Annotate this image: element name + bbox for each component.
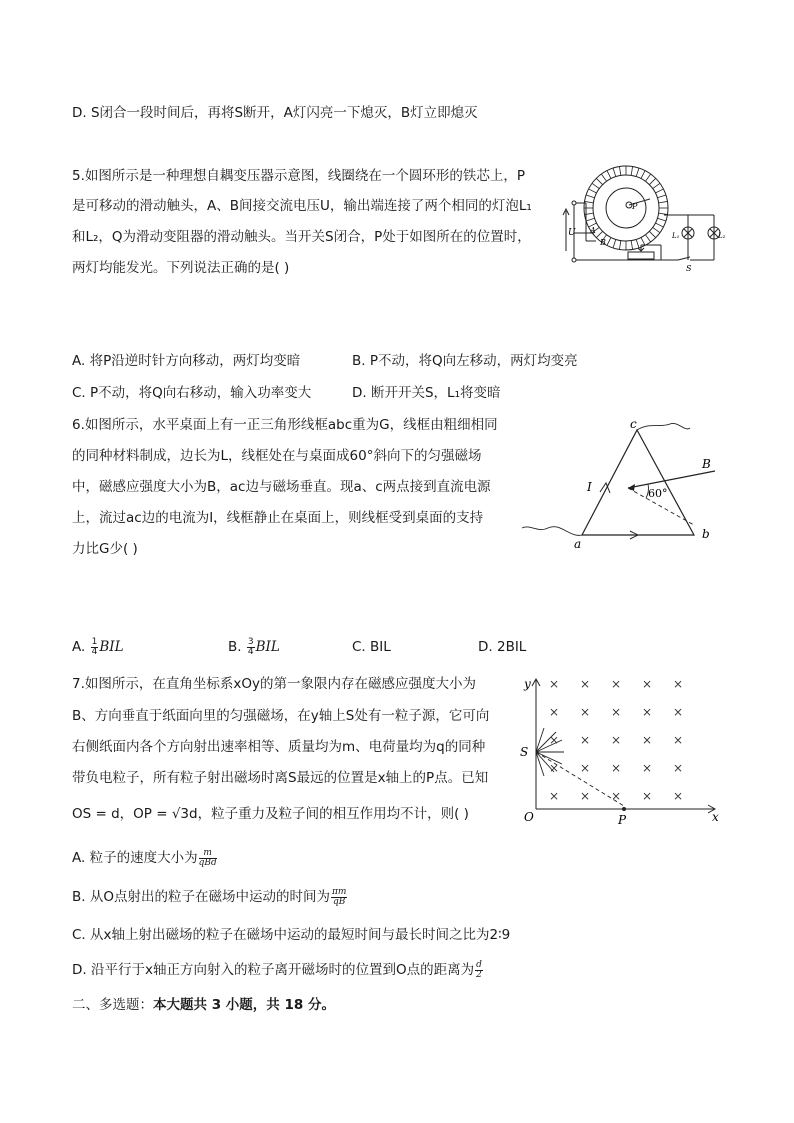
- q6-stem-line-3: 中，磁感应强度大小为B，ac边与磁场垂直。现a、c两点接到直流电源: [72, 479, 491, 495]
- label-s: S: [686, 264, 692, 273]
- coil-winding: [636, 168, 639, 177]
- field-cross: ×: [641, 677, 653, 691]
- field-cross: ×: [579, 789, 591, 803]
- field-cross: ×: [579, 761, 591, 775]
- coil-winding: [613, 239, 616, 248]
- q7-stem-line-4: 带负电粒子，所有粒子射出磁场时离S最远的位置是x轴上的P点。已知: [72, 770, 489, 786]
- label-p: P: [618, 813, 627, 827]
- field-cross: ×: [548, 733, 560, 747]
- q6-stem-line-1: 6.如图所示，水平桌面上有一正三角形线框abc重为G，线框由粗细相同: [72, 417, 498, 433]
- q7-option-a: A. 粒子的速度大小为 $\frac{m}{\text{qBd}}$: [72, 847, 217, 868]
- coil-winding: [631, 167, 632, 176]
- label-field-b: B: [702, 457, 711, 471]
- q7-option-b: B. 从O点射出的粒子在磁场中运动的时间为 $\frac{\pi m}{qB}$: [72, 886, 347, 907]
- q6-option-c: C. BIL: [352, 639, 391, 655]
- field-cross: ×: [641, 705, 653, 719]
- section-2-heading: 二、多选题：本大题共 3 小题，共 18 分。: [72, 997, 335, 1013]
- q6-stem-line-4: 上，流过ac边的电流为I，线框静止在桌面上，则线框受到桌面的支持: [72, 510, 484, 526]
- field-cross: ×: [641, 761, 653, 775]
- label-c: c: [630, 417, 637, 431]
- core-hole: [606, 188, 646, 228]
- coil-winding: [641, 171, 645, 179]
- field-cross: ×: [579, 677, 591, 691]
- label-p: P: [632, 202, 638, 211]
- label-a: a: [574, 537, 582, 551]
- field-cross: ×: [672, 733, 684, 747]
- field-cross: ×: [548, 761, 560, 775]
- core-inner-ring: [593, 175, 659, 241]
- label-x: x: [712, 810, 719, 824]
- coil-winding: [641, 237, 645, 245]
- coil-winding: [645, 235, 650, 242]
- q7-stem-line-5: OS = d，OP = √3d，粒子重力及粒子间的相互作用均不计，则( ): [72, 806, 469, 822]
- q5-stem-line-4: 两灯均能发光。下列说法正确的是( ): [72, 260, 290, 276]
- label-angle: 60°: [648, 487, 668, 500]
- coil-winding: [653, 183, 660, 188]
- label-b: b: [702, 527, 710, 541]
- field-cross: ×: [672, 789, 684, 803]
- triangle-abc: [582, 430, 694, 535]
- label-current: I: [587, 480, 592, 494]
- coil-winding: [659, 201, 668, 202]
- field-cross: ×: [610, 705, 622, 719]
- q5-stem-line-3: 和L₂，Q为滑动变阻器的滑动触头。当开关S闭合，P处于如图所在的位置时，: [72, 229, 531, 245]
- field-cross: ×: [610, 733, 622, 747]
- field-cross: ×: [641, 733, 653, 747]
- label-y: y: [524, 677, 531, 691]
- coil-winding: [596, 178, 602, 184]
- field-cross: ×: [672, 677, 684, 691]
- label-l1: L₁: [672, 232, 680, 240]
- q7-stem-line-1: 7.如图所示，在直角坐标系xOy的第一象限内存在磁感应强度大小为: [72, 676, 476, 692]
- label-u: U: [568, 228, 576, 238]
- q5-option-d: D. 断开开关S，L₁将变暗: [352, 385, 501, 401]
- q6-stem-line-2: 的同种材料制成，边长为L，线框处在与桌面成60°斜向下的匀强磁场: [72, 448, 482, 464]
- field-cross: ×: [672, 705, 684, 719]
- label-l2: L₂: [718, 232, 726, 240]
- coil-winding: [592, 183, 599, 188]
- label-s: S: [520, 745, 529, 759]
- coil-winding: [586, 218, 595, 221]
- field-line-b: [628, 471, 715, 488]
- coil-winding: [655, 223, 663, 227]
- field-cross: ×: [548, 789, 560, 803]
- q6-stem-line-5: 力比G少( ): [72, 541, 138, 557]
- q6-option-a: A. $\frac{1}{4}$ BIL: [72, 636, 124, 657]
- coil-winding: [659, 213, 668, 214]
- rheostat: [628, 252, 654, 259]
- field-cross: ×: [610, 677, 622, 691]
- coil-winding: [586, 195, 595, 198]
- field-cross: ×: [641, 789, 653, 803]
- coil-winding: [653, 227, 660, 232]
- label-b: B: [600, 238, 606, 247]
- q5-option-c: C. P不动，将Q向右移动，输入功率变大: [72, 385, 312, 401]
- q5-figure-autotransformer: [566, 163, 726, 275]
- label-a: A: [590, 226, 596, 235]
- q7-option-d: D. 沿平行于x轴正方向射入的粒子离开磁场时的位置到O点的距离为 $\frac{d}{2}$: [72, 959, 482, 980]
- label-o: O: [524, 810, 534, 824]
- coil-winding: [619, 167, 620, 176]
- field-crosses: [549, 677, 683, 803]
- field-cross: ×: [610, 789, 622, 803]
- q7-stem-line-2: B、方向垂直于纸面向里的匀强磁场，在y轴上S处有一粒子源，它可向: [72, 708, 490, 724]
- coil-winding: [601, 174, 606, 181]
- q6-figure-triangle: [520, 417, 720, 551]
- q7-figure-field: [516, 674, 726, 827]
- coil-winding: [619, 241, 620, 250]
- q5-stem-line-2: 是可移动的滑动触头，A、B间接交流电压U，输出端连接了两个相同的灯泡L₁: [72, 198, 532, 214]
- q5-stem-line-1: 5.如图所示是一种理想自耦变压器示意图，线圈绕在一个圆环形的铁芯上，P: [72, 168, 526, 184]
- coil-winding: [631, 241, 632, 250]
- coil-winding: [607, 237, 611, 245]
- coil-winding: [649, 178, 655, 184]
- q6-option-b: B. $\frac{3}{4}$ BIL: [228, 636, 280, 657]
- coil-winding: [649, 231, 655, 237]
- field-cross: ×: [548, 705, 560, 719]
- q4-option-d: D. S闭合一段时间后，再将S断开，A灯闪亮一下熄灭，B灯立即熄灭: [72, 105, 478, 121]
- coil-winding: [657, 195, 666, 198]
- coil-winding: [589, 189, 597, 193]
- coil-winding: [636, 239, 639, 248]
- lead-a: [522, 527, 582, 536]
- q7-stem-line-3: 右侧纸面内各个方向射出速率相等、质量均为m、电荷量均为q的同种: [72, 739, 486, 755]
- field-cross: ×: [672, 761, 684, 775]
- coil-winding: [657, 218, 666, 221]
- coil-windings: [584, 166, 668, 250]
- coil-winding: [607, 171, 611, 179]
- field-cross: ×: [548, 677, 560, 691]
- coil-winding: [596, 231, 602, 237]
- q5-option-b: B. P不动，将Q向左移动，两灯均变亮: [352, 353, 578, 369]
- coil-winding: [613, 168, 616, 177]
- coil-winding: [645, 174, 650, 181]
- q7-option-c: C. 从x轴上射出磁场的粒子在磁场中运动的最短时间与最长时间之比为2∶9: [72, 927, 511, 943]
- field-cross: ×: [579, 733, 591, 747]
- coil-winding: [655, 189, 663, 193]
- field-cross: ×: [610, 761, 622, 775]
- field-cross: ×: [579, 705, 591, 719]
- lead-c: [637, 423, 690, 430]
- q6-option-d: D. 2BIL: [478, 639, 527, 655]
- q5-option-a: A. 将P沿逆时针方向移动，两灯均变暗: [72, 353, 301, 369]
